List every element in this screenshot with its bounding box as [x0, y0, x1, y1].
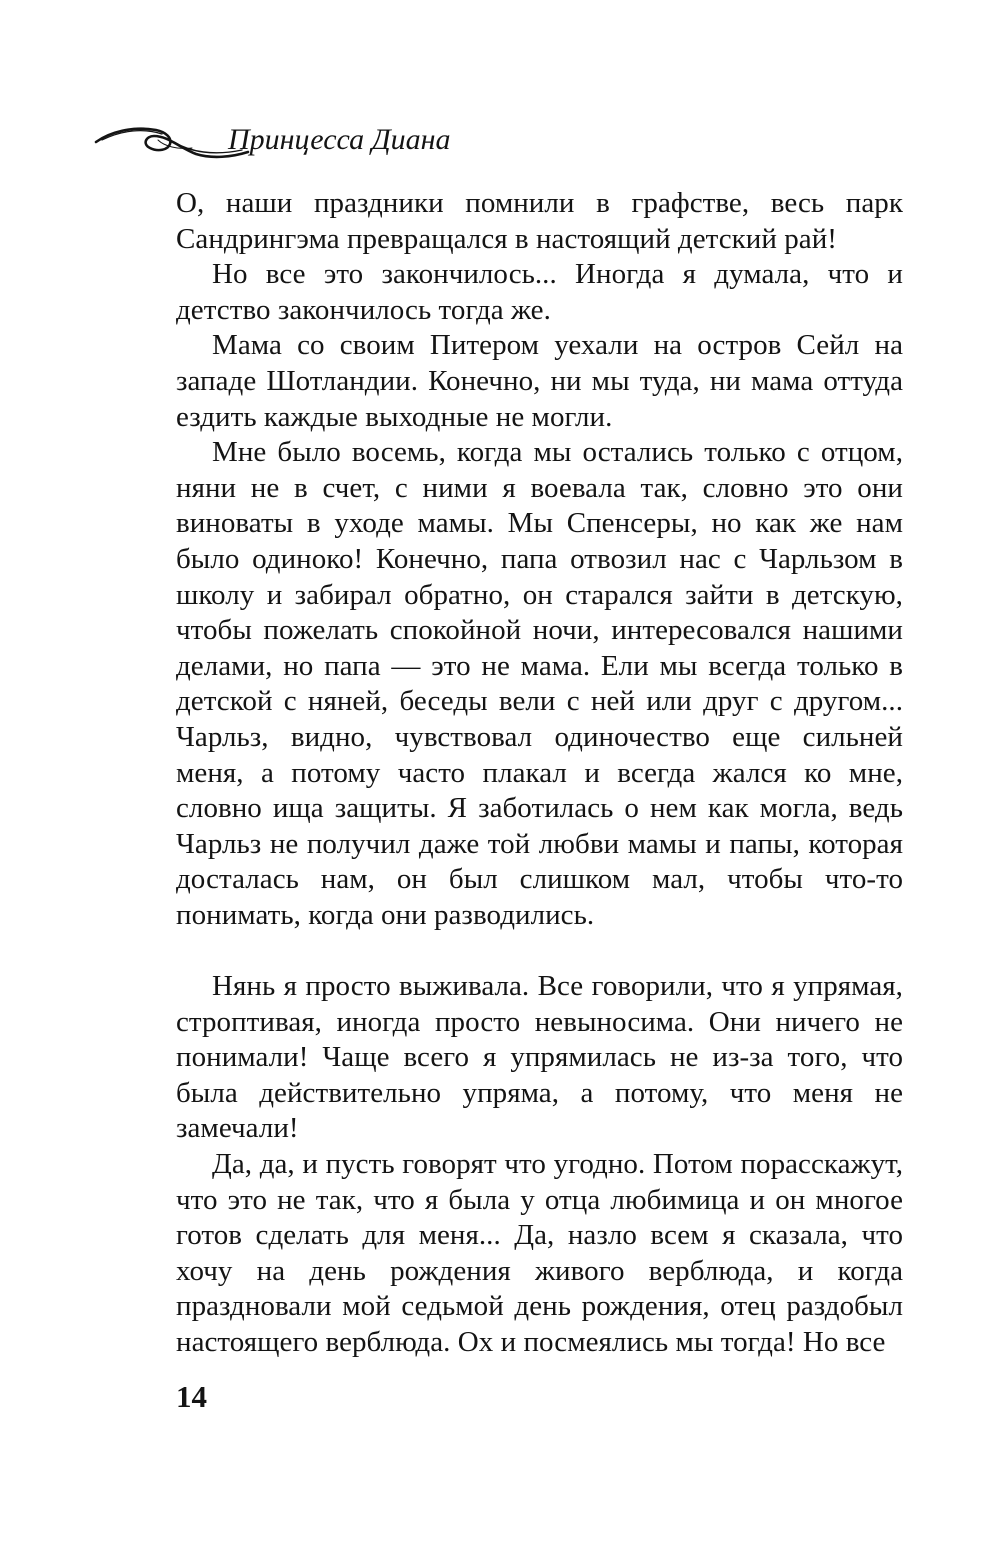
running-header [92, 112, 512, 172]
paragraph: Нянь я просто выживала. Все говорили, что я упрямая, строптивая, иногда просто невыносима. Они ничего не понимали! Чаще всего я упрямилась не из-за того, что была действительно упряма, а потому, что меня не замечали! [176, 970, 903, 1145]
body-text [176, 186, 903, 1361]
paragraph: О, наши праздники помнили в графстве, весь парк Сандрингэма превращался в настоящий детский рай! [176, 187, 903, 255]
paragraph: Мне было восемь, когда мы остались только с отцом, няни не в счет, с ними я воевала так, словно это они виноваты в уходе мамы. Мы Спенсеры, но как же нам было одиноко! Конечно, папа отвозил нас с Чарльзом в школу и забирал обратно, он старался зайти в детскую, чтобы пожелать спокойной ночи, интересовался нашими делами, но папа — это не мама. Ели мы всегда только в детской с няней, беседы вели с ней или друг с другом... Чарльз, видно, чувствовал одиночество еще сильней меня, а потому часто плакал и всегда жался ко мне, словно ища защиты. Я заботилась о нем как могла, ведь Чарльз не получил даже той любви мамы и папы, которая досталась нам, он был слишком мал, чтобы что-то понимать, когда они разводились. [176, 436, 903, 931]
page-number: 14 [176, 1379, 207, 1414]
paragraph: Мама со своим Питером уехали на остров Сейл на западе Шотландии. Конечно, ни мы туда, ни мама оттуда ездить каждые выходные не могли. [176, 329, 903, 433]
running-header-title: Принцесса Диана [228, 123, 451, 156]
paragraph: Да, да, и пусть говорят что угодно. Потом порасскажут, что это не так, что я была у отца любимица и он многое готов сделать для меня... Да, назло всем я сказала, что хочу на день рождения живого верблюда, и когда праздновали мой седьмой день рождения, отец раздобыл настоящего верблюда. Ох и посмеялись мы тогда! Но все [176, 1148, 903, 1358]
paragraph: Но все это закончилось... Иногда я думала, что и детство закончилось тогда же. [176, 258, 903, 326]
